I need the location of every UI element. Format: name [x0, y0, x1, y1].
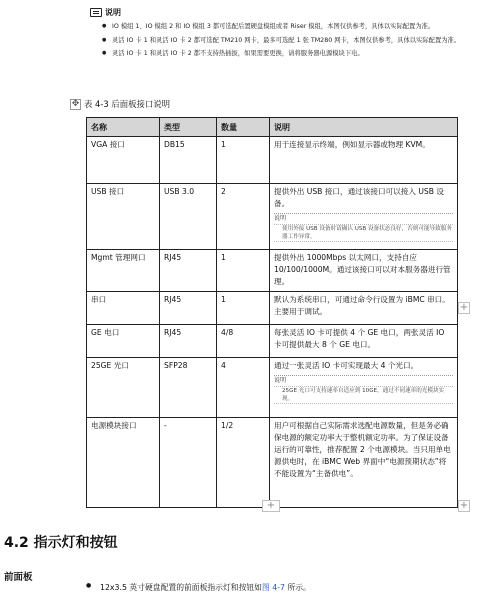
table-row [87, 418, 458, 508]
cell-desc-with-note [270, 358, 458, 418]
table-row [87, 250, 458, 292]
bullet-dot-icon: ● [86, 582, 92, 589]
cell-name: VGA 接口 [87, 137, 160, 184]
cell-qty: 1 [217, 137, 270, 184]
cell-desc: 用户可根据自己实际需求选配电源数量，但是务必确保电源的额定功率大于整机额定功率。为了保证设备运行的可靠性，推荐配置 2 个电源模块。当只用单电源供电时，在 iBMC Web 界面中“电源预期状态”将不能设置为“主备供电”。 [270, 418, 458, 508]
cell-desc: 提供外出 1000Mbps 以太网口，支持自应 10/100/1000M。通过该接口可以对本服务器进行管理。 [270, 250, 458, 292]
cell-desc: 默认为系统串口，可通过命令行设置为 iBMC 串口。主要用于调试。 [270, 292, 458, 325]
cell-name: Mgmt 管理网口 [87, 250, 160, 292]
add-column-icon[interactable]: + [459, 500, 469, 511]
add-row-icon[interactable]: + [262, 500, 280, 512]
cell-desc: 每张灵活 IO 卡可提供 4 个 GE 电口，两张灵活 IO 卡可提供最大 8 个 GE 电口。 [270, 325, 458, 358]
section-heading: 4.2 指示灯和按钮 [4, 535, 118, 551]
cell-type: RJ45 [160, 292, 217, 325]
table-caption: 表 4-3 后面板接口说明 [84, 99, 171, 109]
cell-qty: 4 [217, 358, 270, 418]
bullet-item [86, 582, 311, 593]
table-row [87, 325, 458, 358]
note-list [90, 22, 480, 59]
cell-type: - [160, 418, 217, 508]
cell-qty: 2 [217, 184, 270, 250]
cell-desc: 用于连接显示终端，例如显示器或物理 KVM。 [270, 137, 458, 184]
note-item: ● 灵活 IO 卡 1 和灵活 IO 卡 2 都不支持热插拔，如果需要更换，请将服务器电源模块下电。 [90, 49, 480, 59]
cell-desc-with-note [270, 184, 458, 250]
cell-note-label: 说明 [274, 377, 287, 384]
cell-desc: 通过一张灵活 IO 卡可实现最大 4 个光口。 [274, 361, 419, 370]
col-header-qty: 数量 [217, 118, 270, 137]
cell-name: USB 接口 [87, 184, 160, 250]
note-header [90, 6, 480, 19]
cell-name: GE 电口 [87, 325, 160, 358]
cell-note-label: 说明 [274, 215, 287, 222]
cell-type: RJ45 [160, 250, 217, 292]
cell-note-text: 25GE 光口可支持速率自适应到 10GE，通过不同速率的光模块实现。 [274, 386, 453, 404]
figure-link[interactable]: 图 4-7 [261, 583, 285, 592]
cell-note [274, 375, 453, 404]
note-title: 说明 [105, 8, 121, 17]
cell-name: 电源模块接口 [87, 418, 160, 508]
table-row [87, 184, 458, 250]
bullet-suffix: 所示。 [284, 583, 311, 592]
cell-type: USB 3.0 [160, 184, 217, 250]
cell-note-text: 使用外接 USB 设备时请确认 USB 设备状态良好，否则可能导致服务器工作异常。 [274, 224, 453, 242]
table-row [87, 292, 458, 325]
note-block [90, 6, 480, 63]
note-item: ● IO 模组 1、IO 模组 2 和 IO 模组 3 都可选配后置硬盘模组或者 Riser 模组，本图仅供参考，具体以实际配置为准。 [90, 22, 480, 32]
table-row [87, 137, 458, 184]
cell-desc: 提供外出 USB 接口，通过该接口可以接入 USB 设备。 [274, 187, 444, 208]
ports-table [86, 117, 458, 508]
col-header-desc: 说明 [270, 118, 458, 137]
cell-name: 25GE 光口 [87, 358, 160, 418]
col-header-name: 名称 [87, 118, 160, 137]
col-header-type: 类型 [160, 118, 217, 137]
cell-note [274, 213, 453, 242]
table-row [87, 358, 458, 418]
cell-qty: 1/2 [217, 418, 270, 508]
note-item: ● 灵活 IO 卡 1 和灵活 IO 卡 2 都可选配 TM210 网卡，最多可选配 1 张 TM280 网卡，本图仅供参考，具体以实际配置为准。 [90, 36, 480, 46]
table-caption-row [70, 98, 170, 110]
bullet-text: 12x3.5 英寸硬盘配置的前面板指示灯和按钮如 [100, 583, 262, 592]
table-header-row [87, 118, 458, 137]
note-icon [90, 8, 102, 17]
add-column-icon[interactable]: + [459, 302, 469, 313]
cell-name: 串口 [87, 292, 160, 325]
subsection-heading: 前面板 [4, 572, 33, 583]
cell-type: RJ45 [160, 325, 217, 358]
cell-qty: 4/8 [217, 325, 270, 358]
cell-qty: 1 [217, 250, 270, 292]
move-handle-icon[interactable]: ✥ [71, 98, 80, 109]
cell-type: DB15 [160, 137, 217, 184]
cell-type: SFP28 [160, 358, 217, 418]
cell-qty: 1 [217, 292, 270, 325]
